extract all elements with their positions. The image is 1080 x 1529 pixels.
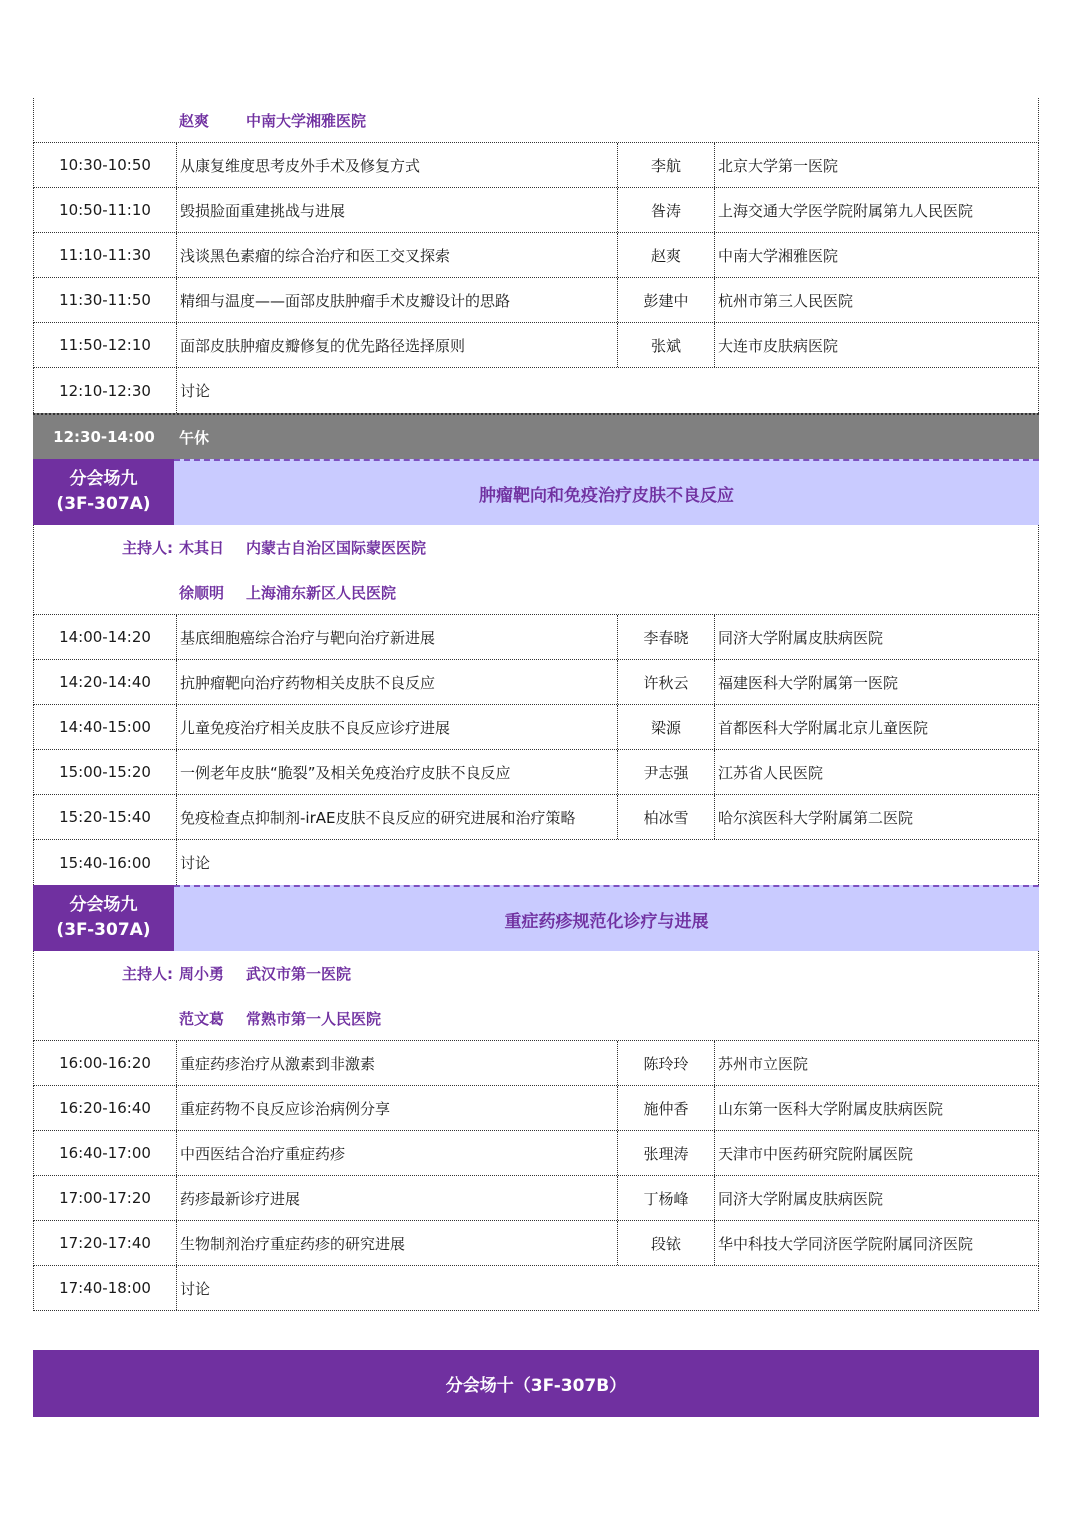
host-entry [176, 525, 426, 570]
talk-topic: 重症药物不良反应诊治病例分享 [176, 1086, 617, 1130]
talk-speaker: 梁源 [617, 705, 714, 749]
talk-time: 16:20-16:40 [59, 1099, 151, 1117]
talk-institution: 天津市中医药研究院附属医院 [714, 1131, 1038, 1175]
talk-time: 15:20-15:40 [59, 808, 151, 826]
host-entry [176, 951, 351, 996]
talk-institution: 同济大学附属皮肤病医院 [714, 615, 1038, 659]
discussion-label: 讨论 [176, 840, 1038, 885]
host-row [33, 951, 1039, 996]
talk-speaker: 施仲香 [617, 1086, 714, 1130]
discussion-row [33, 1266, 1039, 1311]
host-institution: 内蒙古自治区国际蒙医医院 [246, 539, 427, 557]
talk-topic: 精细与温度——面部皮肤肿瘤手术皮瓣设计的思路 [176, 278, 617, 322]
host-institution: 常熟市第一人民医院 [246, 1009, 382, 1028]
talk-topic: 药疹最新诊疗进展 [176, 1176, 617, 1220]
talk-row [33, 1086, 1039, 1131]
lunch-label: 午休 [179, 428, 210, 447]
talk-speaker: 段铱 [617, 1221, 714, 1265]
talk-time: 16:00-16:20 [59, 1054, 151, 1072]
session-title: 肿瘤靶向和免疫治疗皮肤不良反应 [174, 459, 1039, 525]
talk-speaker: 丁杨峰 [617, 1176, 714, 1220]
host-name: 周小勇 [179, 965, 225, 983]
talk-topic: 重症药疹治疗从激素到非激素 [176, 1041, 617, 1085]
talk-time: 15:00-15:20 [59, 763, 151, 781]
host-row [33, 98, 1039, 143]
talk-speaker: 李航 [617, 143, 714, 187]
talk-row [33, 660, 1039, 705]
talk-row [33, 705, 1039, 750]
talk-institution: 同济大学附属皮肤病医院 [714, 1176, 1038, 1220]
talk-speaker: 柏冰雪 [617, 795, 714, 839]
talk-speaker: 赵爽 [617, 233, 714, 277]
talk-institution: 大连市皮肤病医院 [714, 323, 1038, 367]
talk-speaker: 张理涛 [617, 1131, 714, 1175]
talk-row [33, 750, 1039, 795]
talk-topic: 儿童免疫治疗相关皮肤不良反应诊疗进展 [176, 705, 617, 749]
lunch-time: 12:30-14:00 [53, 428, 155, 446]
discussion-time: 15:40-16:00 [59, 853, 151, 872]
host-entry [176, 570, 396, 614]
talk-institution: 首都医科大学附属北京儿童医院 [714, 705, 1038, 749]
host-institution: 武汉市第一医院 [246, 965, 352, 983]
talk-speaker: 尹志强 [617, 750, 714, 794]
talk-time: 14:20-14:40 [59, 673, 151, 691]
talk-topic: 浅谈黑色素瘤的综合治疗和医工交叉探索 [176, 233, 617, 277]
talk-time: 11:30-11:50 [59, 291, 151, 309]
talk-institution: 杭州市第三人民医院 [714, 278, 1038, 322]
talk-row [33, 188, 1039, 233]
talk-time: 11:10-11:30 [59, 246, 151, 264]
talk-row [33, 323, 1039, 368]
schedule-table [33, 98, 1039, 1311]
host-label-empty [34, 570, 176, 614]
host-label-empty [34, 98, 176, 142]
talk-topic: 免疫检查点抑制剂-irAE皮肤不良反应的研究进展和治疗策略 [176, 795, 617, 839]
discussion-time: 12:10-12:30 [59, 381, 151, 400]
host-label: 主持人: [122, 539, 173, 557]
lunch-break-row [33, 413, 1039, 459]
talk-topic: 生物制剂治疗重症药疹的研究进展 [176, 1221, 617, 1265]
talk-speaker: 李春晓 [617, 615, 714, 659]
session-venue-room: (3F-307A) [56, 920, 151, 940]
session-venue-name: 分会场九 [69, 469, 138, 489]
session-header [33, 885, 1039, 951]
host-name: 徐顺明 [179, 583, 225, 602]
host-name: 范文葛 [179, 1009, 225, 1028]
host-institution: 上海浦东新区人民医院 [246, 583, 397, 602]
talk-speaker: 陈玲玲 [617, 1041, 714, 1085]
talk-row [33, 1221, 1039, 1266]
talk-time: 17:20-17:40 [59, 1234, 151, 1252]
talk-row [33, 1131, 1039, 1176]
host-entry [176, 996, 381, 1040]
discussion-time: 17:40-18:00 [59, 1279, 151, 1297]
talk-row [33, 1176, 1039, 1221]
talk-time: 17:00-17:20 [59, 1189, 151, 1207]
talk-institution: 上海交通大学医学院附属第九人民医院 [714, 188, 1038, 232]
session-venue-name: 分会场九 [69, 895, 138, 915]
talk-row [33, 278, 1039, 323]
talk-institution: 江苏省人民医院 [714, 750, 1038, 794]
talk-institution: 北京大学第一医院 [714, 143, 1038, 187]
talk-topic: 抗肿瘤靶向治疗药物相关皮肤不良反应 [176, 660, 617, 704]
talk-topic: 中西医结合治疗重症药疹 [176, 1131, 617, 1175]
talk-institution: 哈尔滨医科大学附属第二医院 [714, 795, 1038, 839]
session-venue [33, 459, 174, 525]
session-header [33, 459, 1039, 525]
host-label: 主持人: [122, 965, 173, 983]
talk-speaker: 许秋云 [617, 660, 714, 704]
talk-time: 16:40-17:00 [59, 1144, 151, 1162]
talk-topic: 基底细胞癌综合治疗与靶向治疗新进展 [176, 615, 617, 659]
talk-time: 11:50-12:10 [59, 336, 151, 354]
host-name: 木其日 [179, 539, 225, 557]
talk-time: 14:40-15:00 [59, 718, 151, 736]
discussion-row [33, 840, 1039, 885]
host-label-empty [34, 996, 176, 1040]
talk-speaker: 彭建中 [617, 278, 714, 322]
talk-institution: 苏州市立医院 [714, 1041, 1038, 1085]
talk-speaker: 昝涛 [617, 188, 714, 232]
talk-topic: 从康复维度思考皮外手术及修复方式 [176, 143, 617, 187]
talk-row [33, 143, 1039, 188]
talk-institution: 福建医科大学附属第一医院 [714, 660, 1038, 704]
discussion-label: 讨论 [176, 368, 1038, 413]
talk-institution: 中南大学湘雅医院 [714, 233, 1038, 277]
host-row [33, 570, 1039, 615]
discussion-label: 讨论 [176, 1266, 1038, 1310]
next-session-banner: 分会场十（3F-307B） [33, 1350, 1039, 1417]
talk-topic: 毁损脸面重建挑战与进展 [176, 188, 617, 232]
talk-institution: 山东第一医科大学附属皮肤病医院 [714, 1086, 1038, 1130]
talk-topic: 面部皮肤肿瘤皮瓣修复的优先路径选择原则 [176, 323, 617, 367]
session-title: 重症药疹规范化诊疗与进展 [174, 885, 1039, 951]
talk-time: 10:30-10:50 [59, 156, 151, 174]
talk-row [33, 795, 1039, 840]
host-name: 赵爽 [179, 111, 210, 130]
talk-speaker: 张斌 [617, 323, 714, 367]
talk-row [33, 615, 1039, 660]
talk-row [33, 1041, 1039, 1086]
discussion-row [33, 368, 1039, 413]
talk-time: 10:50-11:10 [59, 201, 151, 219]
session-venue [33, 885, 174, 951]
talk-row [33, 233, 1039, 278]
host-row [33, 525, 1039, 570]
host-row [33, 996, 1039, 1041]
talk-institution: 华中科技大学同济医学院附属同济医院 [714, 1221, 1038, 1265]
session-venue-room: (3F-307A) [56, 494, 151, 514]
host-institution: 中南大学湘雅医院 [246, 111, 367, 130]
host-entry [176, 98, 366, 142]
talk-topic: 一例老年皮肤“脆裂”及相关免疫治疗皮肤不良反应 [176, 750, 617, 794]
talk-time: 14:00-14:20 [59, 628, 151, 646]
